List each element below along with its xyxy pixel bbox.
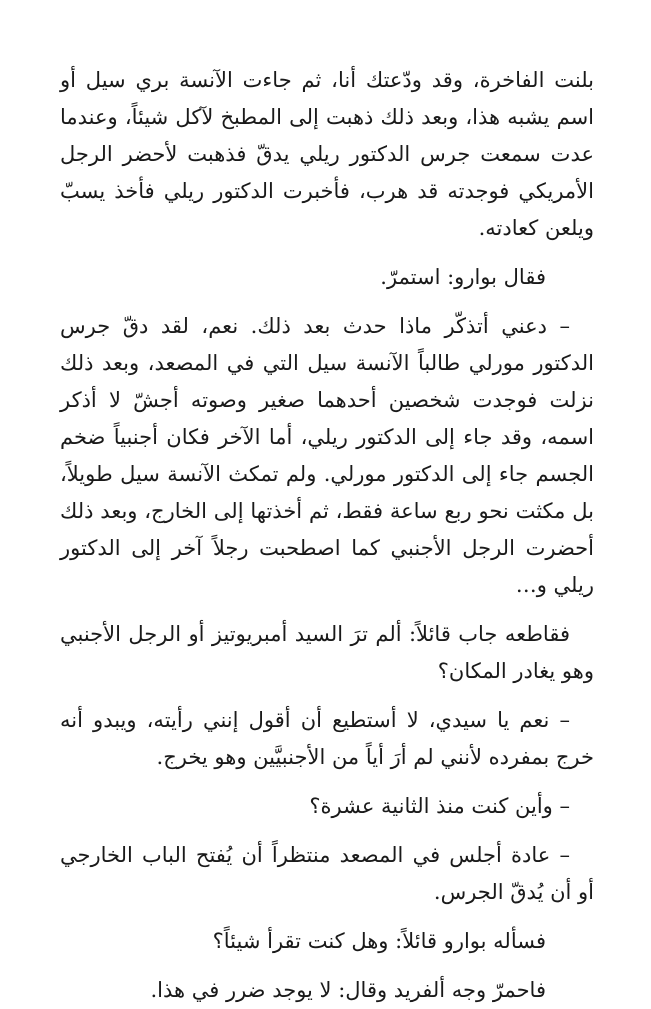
- text-line: بل مكثت نحو ربع ساعة فقط، ثم أخذتها إلى الخارج، وبعد ذلك: [60, 499, 594, 523]
- paragraph: [60, 308, 594, 604]
- text-line: فسأله بوارو قائلاً: وهل كنت تقرأ شيئاً؟: [212, 929, 546, 953]
- text-line: الأمريكي فوجدته قد هرب، فأخبرت الدكتور ريلي فأخذ يسبّ: [60, 179, 594, 203]
- text-line: ريلي و…: [515, 573, 594, 597]
- text-line: فقاطعه جاب قائلاً: ألم ترَ السيد أمبريوتيز أو الرجل الأجنبي: [60, 622, 570, 646]
- paragraph: [60, 62, 594, 247]
- paragraph: [60, 702, 594, 776]
- text-line: أو أن يُدقّ الجرس.: [433, 880, 594, 904]
- paragraph: [60, 788, 594, 825]
- text-line: بلنت الفاخرة، وقد ودّعتك أنا، ثم جاءت الآنسة بري سيل أو: [60, 68, 594, 92]
- text-line: خرج بمفرده لأنني لم أرَ أياً من الأجنبيَّين وهو يخرج.: [156, 745, 594, 769]
- text-line: – وأين كنت منذ الثانية عشرة؟: [309, 794, 570, 818]
- text-line: – دعني أتذكّر ماذا حدث بعد ذلك. نعم، لقد دقّ جرس: [60, 314, 570, 338]
- text-line: – عادة أجلس في المصعد منتظراً أن يُفتح الباب الخارجي: [60, 843, 570, 867]
- paragraph: [60, 837, 594, 911]
- paragraph: [60, 972, 594, 1009]
- text-line: نزلت فوجدت شخصين أحدهما صغير وصوته أجشّ لا أذكر: [60, 388, 594, 412]
- paragraph: [60, 259, 594, 296]
- text-line: الدكتور مورلي طالباً الآنسة سيل التي في المصعد، وبعد ذلك: [60, 351, 594, 375]
- text-line: – نعم يا سيدي، لا أستطيع أن أقول إنني رأيته، ويبدو أنه: [60, 708, 570, 732]
- text-line: عدت سمعت جرس الدكتور ريلي يدقّ فذهبت لأحضر الرجل: [60, 142, 594, 166]
- text-line: الجسم جاء إلى الدكتور مورلي. ولم تمكث الآنسة سيل طويلاً،: [60, 462, 594, 486]
- text-line: اسم يشبه هذا، وبعد ذلك ذهبت إلى المطبخ لآكل شيئاً، وعندما: [60, 105, 594, 129]
- text-line: اسمه، وقد جاء إلى الدكتور ريلي، أما الآخر فكان أجنبياً ضخم: [60, 425, 594, 449]
- paragraph: [60, 923, 594, 960]
- text-line: وهو يغادر المكان؟: [437, 659, 594, 683]
- text-line: ويلعن كعادته.: [478, 216, 594, 240]
- text-line: فاحمرّ وجه ألفريد وقال: لا يوجد ضرر في هذا.: [150, 978, 546, 1002]
- paragraph: [60, 616, 594, 690]
- text-line: فقال بوارو: استمرّ.: [380, 265, 546, 289]
- text-line: أحضرت الرجل الأجنبي كما اصطحبت رجلاً آخر إلى الدكتور: [60, 536, 594, 560]
